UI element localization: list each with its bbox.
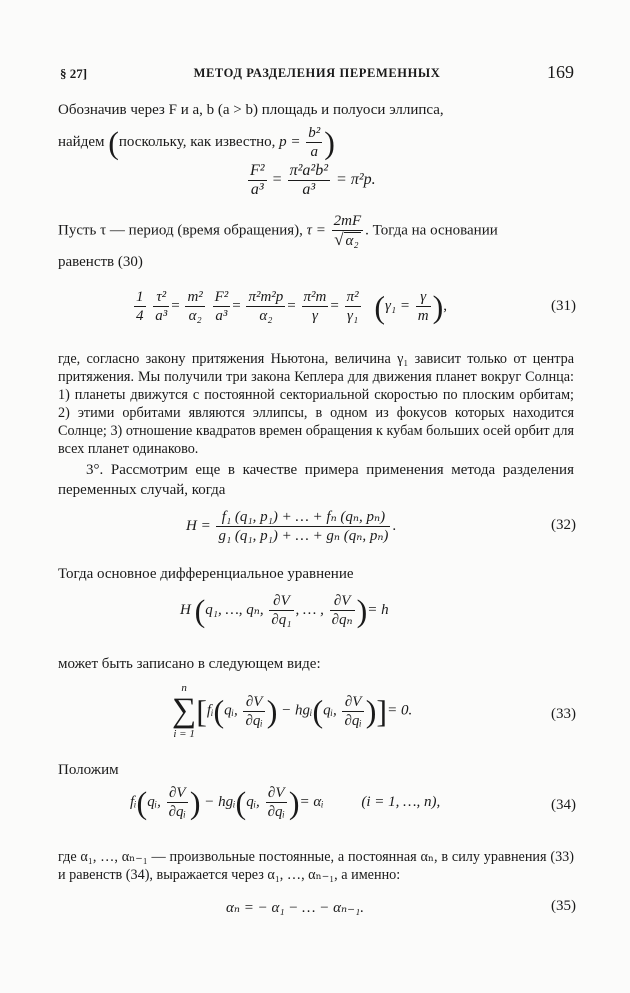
eq33-d2-num: ∂V — [342, 693, 363, 712]
page-number: 169 — [547, 62, 574, 82]
tau-den: α₂ — [345, 233, 359, 249]
eq31-g-den: m — [417, 308, 429, 324]
equation-number-32: (32) — [551, 517, 576, 533]
p-equals: p = — [279, 133, 301, 150]
equation-33 — [172, 682, 412, 740]
paren-open: ( — [312, 693, 324, 729]
paragraph-period — [58, 212, 574, 272]
eqh-d2-den: ∂qₙ — [331, 612, 353, 628]
eq31-f7-den: γ₁ — [347, 308, 359, 324]
eq33-d1 — [243, 693, 264, 730]
eq34-qi: qᵢ, — [147, 793, 161, 810]
eq31-f5 — [246, 288, 285, 325]
section-mark: § 27] — [60, 66, 88, 81]
paren-open: ( — [213, 693, 225, 729]
eq34-qi-2: qᵢ, — [246, 793, 260, 810]
equation-number-34: (34) — [551, 797, 576, 813]
eqf-lhs — [248, 162, 267, 199]
eq31-f1-den: 4 — [136, 308, 144, 324]
tau-num: 2mF — [333, 213, 362, 229]
paren-open: ( — [108, 124, 119, 161]
eq33-qi: qᵢ, — [224, 702, 238, 719]
running-header — [60, 62, 574, 86]
equation-31: $\frac{1}{4}$ $\frac{\text{τ²}}{\text{a³}}$ = $\frac{\text{m²}}{\text{α₂}}$ $\frac{\text{F²}}{\text{a³}}$ = $\frac{\text{π²m²p}}{\text{α₂}}$ = $\frac{\text{π²m}}{\gamma}$ = $\frac{\text{π²}}{\text{γ₁}}$ (γ₁ = $\frac{\gamma}{m}$ ), — [136, 288, 448, 325]
eq34-d1 — [167, 784, 188, 821]
eq31-f3-num: m² — [187, 289, 203, 305]
bracket-open: [ — [196, 693, 207, 729]
eq31-f6-num: π²m — [303, 289, 327, 305]
paren-close: ) — [432, 288, 444, 325]
ellipse-line-2-start: найдем — [58, 133, 105, 150]
sum-lower: i = 1 — [173, 728, 195, 740]
equation-34 — [130, 784, 440, 821]
sum-upper: n — [181, 682, 187, 694]
eqf-mid-num: π²a²b² — [289, 162, 329, 179]
eqh-d1 — [269, 592, 293, 629]
p-fraction-den: a — [310, 144, 319, 160]
paragraph-constants: где α₁, …, αₙ₋₁ — произвольные постоянные, а постоянная αₙ, в силу уравнения (33) и равенств (34), выражается через α₁, …, αₙ₋₁, а именно: — [58, 849, 574, 883]
eq31-f2 — [153, 288, 169, 325]
eq34-rhs: = αᵢ — [299, 793, 324, 810]
sum-sign — [172, 682, 196, 740]
eq31-f4 — [213, 288, 231, 325]
eq33-d1-den: ∂qᵢ — [245, 712, 263, 729]
period-end: . Тогда на основании — [365, 222, 498, 239]
eqh-d1-den: ∂q₁ — [271, 612, 292, 628]
paragraph-form: может быть записано в следующем виде: — [58, 656, 321, 672]
eq31-f6-den: γ — [311, 308, 318, 324]
eqf-mid — [288, 162, 330, 199]
example-text: 3°. Рассмотрим еще в качестве примера применения метода разделения переменных случай, когда — [58, 462, 574, 498]
chapter-title: МЕТОД РАЗДЕЛЕНИЯ ПЕРЕМЕННЫХ — [193, 66, 441, 80]
eq33-hg: − hgᵢ — [281, 702, 313, 719]
eq34-d2-num: ∂V — [266, 784, 287, 803]
eqf-rhs: = π²p. — [336, 171, 376, 189]
sigma-glyph: ∑ — [172, 692, 197, 729]
paren-open: ( — [374, 288, 386, 325]
equation-32: H = $\frac{\text{f₁ (q₁, p₁) + … + fₙ (qₙ, pₙ)}}{\text{g₁ (q₁, p₁) + … + gₙ (qₙ, pₙ)}}$ . — [186, 509, 397, 544]
eqf-mid-den: a³ — [302, 181, 316, 198]
eq31-f3 — [185, 288, 204, 325]
eq31-f7-num: π² — [346, 289, 359, 305]
eq34-condition: (i = 1, …, n), — [361, 793, 441, 810]
eq34-hg: − hgᵢ — [204, 793, 236, 810]
eqh-args: q₁, …, qₙ, — [205, 601, 264, 618]
eq32-fraction — [216, 508, 390, 545]
paragraph-example — [58, 460, 574, 500]
eqh-d2 — [330, 592, 355, 629]
paren-open: ( — [235, 784, 247, 821]
eq33-fi: fᵢ — [206, 702, 214, 719]
period-line-2: равенств (30) — [58, 254, 143, 270]
eq33-d2-den: ∂qᵢ — [344, 712, 362, 729]
paragraph-set: Положим — [58, 762, 119, 778]
eq32-lhs: H = — [186, 517, 211, 534]
eq31-f5-num: π²m²p — [248, 289, 284, 305]
paren-close: ) — [288, 784, 300, 821]
eq31-f7 — [345, 288, 361, 325]
period-start: Пусть τ — период (время обращения), — [58, 222, 303, 239]
eq31-gfrac — [416, 288, 431, 325]
eq31-f5-den: α₂ — [259, 308, 273, 324]
eq31-f4-num: F² — [214, 289, 229, 305]
paren-close: ) — [365, 693, 377, 729]
paren-close: ) — [324, 124, 335, 161]
bracket-close: ] — [376, 693, 388, 729]
paren-open: ( — [194, 592, 206, 629]
eq31-gamma-lhs: γ₁ = — [385, 297, 411, 314]
eq34-d2-den: ∂qᵢ — [267, 804, 285, 820]
paren-open: ( — [136, 784, 148, 821]
eq33-qi-2: qᵢ, — [323, 702, 337, 719]
eq31-f2-num: τ² — [153, 288, 169, 307]
paragraph-ellipse — [58, 100, 574, 161]
paren-close: ) — [266, 693, 278, 729]
paren-close: ) — [189, 784, 201, 821]
tau-equals: τ = — [306, 222, 326, 239]
eqf-lhs-num: F² — [250, 162, 265, 179]
equation-35: αₙ = − α₁ − … − αₙ₋₁. — [226, 900, 364, 916]
equation-number-35: (35) — [551, 898, 576, 914]
eq33-d2 — [342, 693, 363, 730]
eq33-rhs: = 0. — [387, 702, 413, 719]
equation-number-31: (31) — [551, 298, 576, 314]
eq31-f3-den: α₂ — [188, 308, 202, 324]
equation-hamilton-jacobi — [180, 592, 389, 629]
paren-close: ) — [356, 592, 368, 629]
eqh-d2-num: ∂V — [330, 592, 355, 611]
ellipse-line-2 — [58, 124, 574, 161]
eq31-f4-den: a³ — [215, 308, 228, 324]
p-fraction-num: b² — [308, 125, 321, 141]
eq34-fi: fᵢ — [130, 793, 137, 810]
eq34-d2 — [266, 784, 287, 821]
eqh-sep: , … , — [295, 601, 324, 618]
eq31-f6 — [302, 288, 329, 325]
tau-den-wrap — [332, 231, 364, 250]
eqf-lhs-den: a³ — [250, 181, 264, 198]
ellipse-paren-text: поскольку, как известно, — [118, 133, 276, 150]
tau-fraction — [332, 212, 364, 250]
eqh-rhs: = h — [367, 601, 389, 618]
p-fraction — [306, 124, 322, 161]
paragraph-kepler: где, согласно закону притяжения Ньютона, величина γ₁ зависит только от центра притяжения. Мы получили три закона Кеплера для движения планет вокруг Солнца: 1) планеты движутся с постоянной секториальной скоростью по плоским орбитам; 2) этими орбитами являются эллипсы, в одном из фокусов которых находится Солнце; 3) отношение квадратов времен обращения к кубам больших осей орбит для всех планет одинаково. — [58, 351, 574, 457]
radical-sign: √ — [334, 230, 344, 249]
eq31-g-num: γ — [416, 288, 431, 307]
eq34-d1-num: ∂V — [167, 784, 188, 803]
eq34-d1-den: ∂qᵢ — [168, 804, 186, 820]
eq31-f1 — [134, 288, 146, 325]
eq31-f1-num: 1 — [136, 289, 144, 305]
eqh-d1-num: ∂V — [269, 592, 293, 611]
paragraph-diffeq: Тогда основное дифференциальное уравнение — [58, 566, 354, 582]
eq33-d1-num: ∂V — [243, 693, 264, 712]
ellipse-line-1: Обозначив через F и a, b (a > b) площадь и полуоси эллипса, — [58, 102, 444, 118]
eqh-start: H — [180, 601, 191, 618]
eq31-f2-den: a³ — [155, 308, 168, 324]
period-line-1 — [58, 212, 574, 250]
equation-number-33: (33) — [551, 706, 576, 722]
eq32-den: g₁ (q₁, p₁) + … + gₙ (qₙ, pₙ) — [218, 528, 389, 544]
equation-f-squared: $\frac{\text{F²}}{\text{a³}}$ = $\frac{\text{π²a²b²}}{\text{a³}}$ = π²p. — [250, 162, 376, 198]
eq32-num: f₁ (q₁, p₁) + … + fₙ (qₙ, pₙ) — [216, 508, 390, 527]
